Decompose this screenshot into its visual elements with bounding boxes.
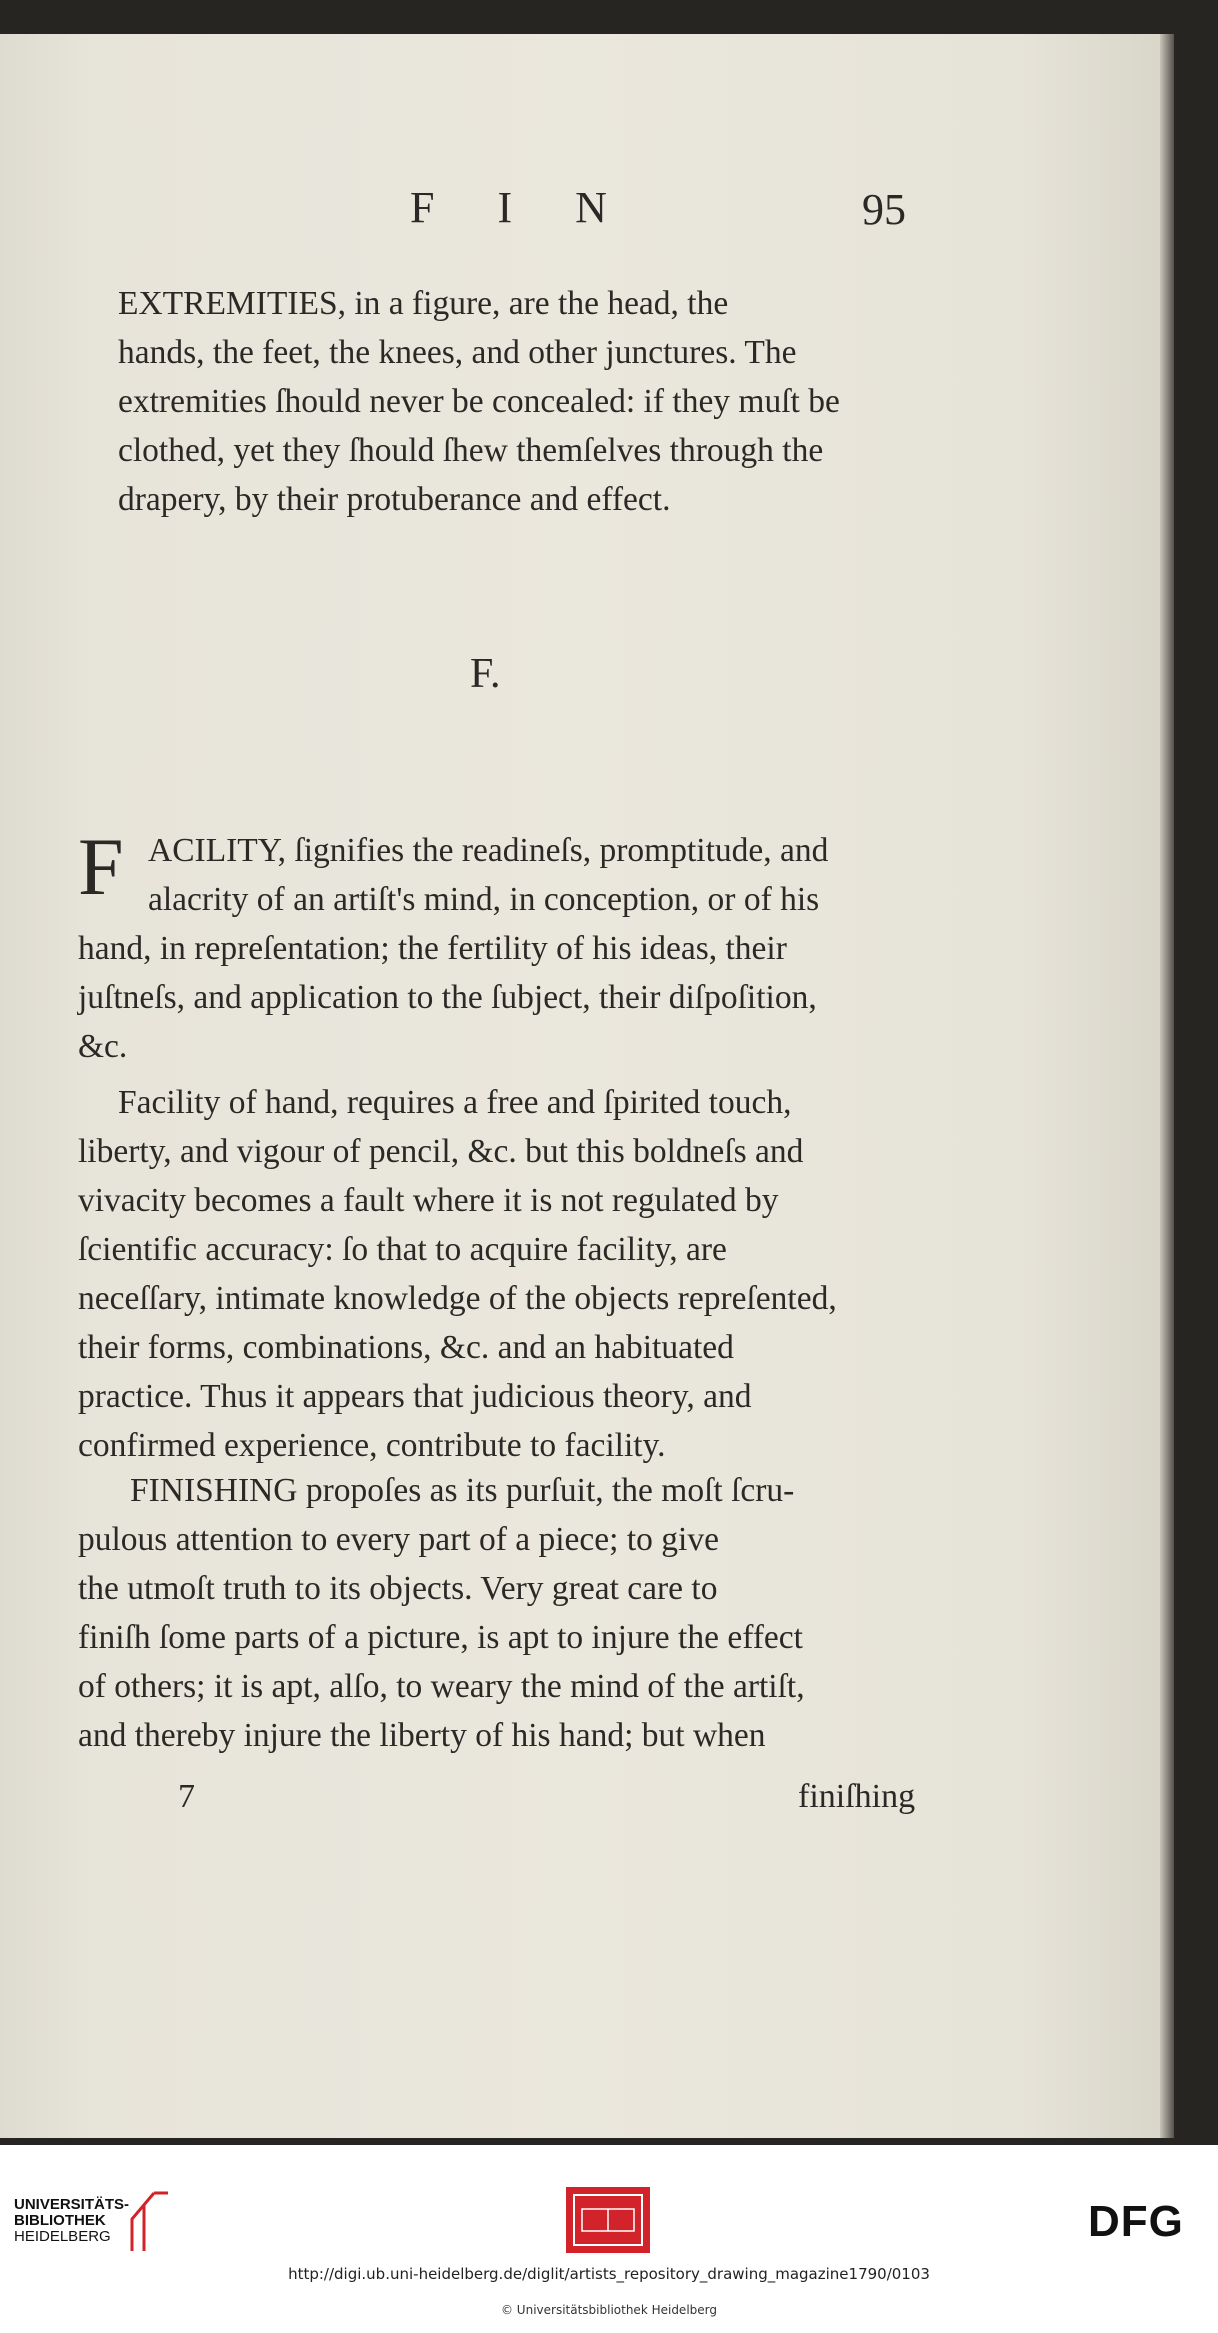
paragraph-facility: [78, 821, 918, 1071]
project-logo-graphic: [566, 2187, 650, 2253]
text-line: ſcientific accuracy: ſo that to acquire facility, are: [78, 1231, 727, 1268]
text-line: vivacity becomes a fault where it is not regulated by: [78, 1182, 779, 1219]
text-line: &c.: [78, 1028, 128, 1065]
text-line: drapery, by their protuberance and effect.: [118, 481, 671, 518]
section-heading: F.: [470, 651, 501, 697]
text-line: alacrity of an artiſt's mind, in conception, or of his: [148, 881, 820, 918]
library-logo-line: UNIVERSITÄTS-: [14, 2196, 130, 2213]
drop-cap: F: [78, 821, 124, 912]
text-line: clothed, yet they ſhould ſhew themſelves through the: [118, 432, 824, 469]
text-line: hands, the feet, the knees, and other junctures. The: [118, 334, 797, 371]
paragraph-extremities: [78, 279, 918, 524]
viewer-footer: [0, 2145, 1218, 2333]
page-number: 95: [862, 185, 906, 234]
text-line: neceſſary, intimate knowledge of the objects repreſented,: [78, 1280, 837, 1317]
running-head: [0, 182, 1160, 242]
text-line: Facility of hand, requires a free and ſpirited touch,: [118, 1084, 792, 1121]
text-line: hand, in repreſentation; the fertility of his ideas, their: [78, 930, 787, 967]
library-logo-line: HEIDELBERG: [14, 2228, 111, 2245]
text-line: finiſh ſome parts of a picture, is apt to injure the effect: [78, 1619, 803, 1656]
text-line: EXTREMITIES, in a figure, are the head, the: [118, 285, 729, 322]
text-line: the utmoſt truth to its objects. Very great care to: [78, 1570, 718, 1607]
library-mark-icon: [124, 2189, 170, 2255]
text-line: pulous attention to every part of a piece; to give: [78, 1521, 719, 1558]
source-url-link[interactable]: http://digi.ub.uni-heidelberg.de/diglit/artists_repository_drawing_magazine1790/0103: [288, 2265, 930, 2283]
page-edge: [1160, 34, 1174, 2138]
text-line: ACILITY, ſignifies the readineſs, promptitude, and: [148, 832, 829, 869]
text-line: and thereby injure the liberty of his hand; but when: [78, 1717, 766, 1754]
text-line: juſtneſs, and application to the ſubject, their diſpoſition,: [78, 979, 817, 1016]
text-line: confirmed experience, contribute to facility.: [78, 1427, 666, 1464]
text-line: their forms, combinations, &c. and an habituated: [78, 1329, 734, 1366]
text-line: practice. Thus it appears that judicious theory, and: [78, 1378, 752, 1415]
paragraph-finishing: [78, 1466, 918, 1760]
text-line: liberty, and vigour of pencil, &c. but this boldneſs and: [78, 1133, 804, 1170]
library-logo[interactable]: [14, 2197, 129, 2245]
signature-mark: 7: [178, 1778, 195, 1815]
text-line: of others; it is apt, alſo, to weary the mind of the artiſt,: [78, 1668, 805, 1705]
library-logo-line: BIBLIOTHEK: [14, 2212, 106, 2229]
paragraph-facility-of-hand: [78, 1078, 918, 1470]
running-title: F I N: [410, 183, 633, 232]
text-line: FINISHING propoſes as its purſuit, the moſt ſcru-: [130, 1472, 795, 1509]
copyright-notice: © Universitätsbibliothek Heidelberg: [500, 2303, 717, 2317]
book-page: [0, 34, 1160, 2138]
dfg-logo[interactable]: DFG: [1088, 2197, 1184, 2246]
catchword: finiſhing: [798, 1778, 916, 1815]
text-line: extremities ſhould never be concealed: if they muſt be: [118, 383, 840, 420]
project-logo-icon[interactable]: [566, 2187, 650, 2253]
